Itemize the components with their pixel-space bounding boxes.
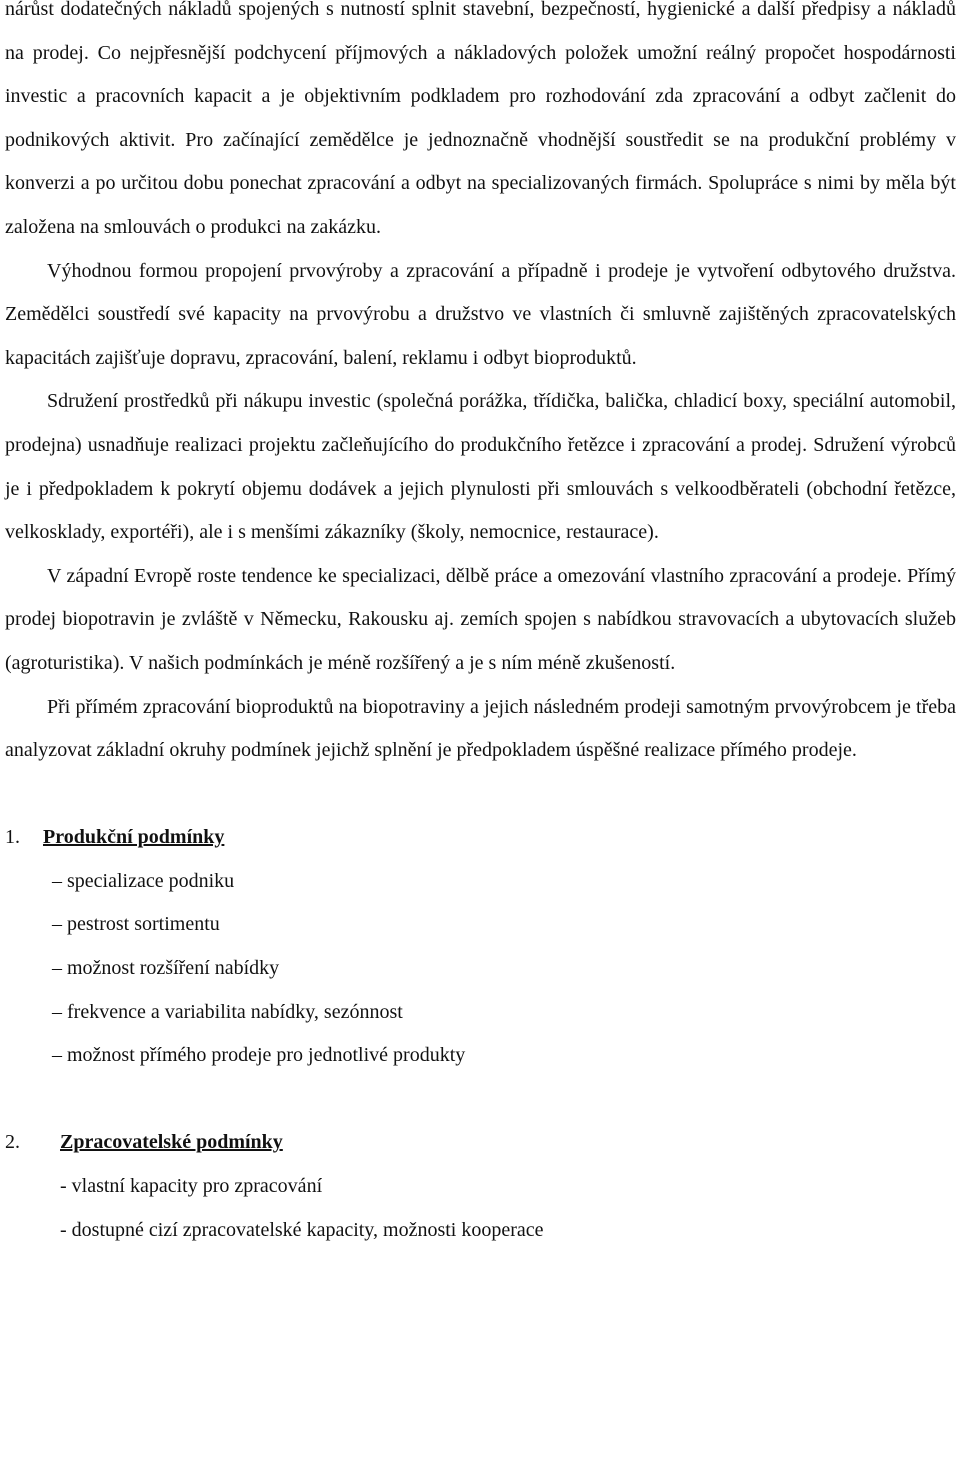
condition-list	[5, 1165, 956, 1252]
section-number: 1.	[5, 826, 20, 849]
list-item: – specializace podniku	[52, 869, 235, 892]
list-item: – možnost rozšíření nabídky	[52, 957, 280, 980]
list-item: – frekvence a variabilita nabídky, sezónnost	[52, 1000, 403, 1023]
section-number: 2.	[5, 1131, 20, 1154]
list-item: - dostupné cizí zpracovatelské kapacity, možnosti kooperace	[60, 1218, 544, 1241]
blank-line	[5, 773, 956, 817]
paragraph: V západní Evropě roste tendence ke specializaci, dělbě práce a omezování vlastního zpracování a prodeje. Přímý prodej biopotravin je zvláště v Německu, Rakousku aj. zemích spojen s nabídkou stravovacích a ubytovacích služeb (agroturistika). V našich podmínkách je méně rozšířený a je s ním méně zkušeností.	[5, 564, 956, 674]
paragraph: nárůst dodatečných nákladů spojených s nutností splnit stavební, bezpečností, hygienické a další předpisy a nákladů na prodej. Co nejpřesnější podchycení příjmových a nákladových položek umožní reálný propočet hospodárnosti investic a pracovních kapacit a je objektivním podkladem pro rozhodování zda zpracování a odbyt začlenit do podnikových aktivit. Pro začínající zemědělce je jednoznačně vhodnější soustředit se na produkční problémy v konverzi a po určitou dobu ponechat zpracování a odbyt na specializovaných firmách. Spolupráce s nimi by měla být založena na smlouvách o produkci na zakázku.	[5, 0, 956, 238]
section-processing-conditions	[5, 1121, 956, 1252]
section-heading	[5, 816, 956, 860]
section-production-conditions	[5, 816, 956, 1078]
section-title: Zpracovatelské podmínky	[60, 1131, 283, 1154]
section-heading	[5, 1121, 956, 1165]
list-item: - vlastní kapacity pro zpracování	[60, 1175, 323, 1198]
section-title: Produkční podmínky	[43, 826, 225, 849]
list-item: – pestrost sortimentu	[52, 913, 220, 936]
paragraph: Sdružení prostředků při nákupu investic (společná porážka, třídička, balička, chladicí boxy, speciální automobil, prodejna) usnadňuje realizaci projektu začleňujícího do produkčního řetězce i zpracování a prodej. Sdružení výrobců je i předpokladem k pokrytí objemu dodávek a jejich plynulosti při smlouvách s velkoodběrateli (obchodní řetězce, velkosklady, exportéři), ale i s menšími zákazníky (školy, nemocnice, restaurace).	[5, 390, 956, 544]
condition-list	[5, 860, 956, 1078]
paragraph: Při přímém zpracování bioproduktů na biopotraviny a jejich následném prodeji samotným prvovýrobcem je třeba analyzovat základní okruhy podmínek jejichž splnění je předpokladem úspěšné realizace přímého prodeje.	[5, 695, 956, 762]
list-item: – možnost přímého prodeje pro jednotlivé produkty	[52, 1044, 466, 1067]
blank-line	[5, 1078, 956, 1122]
paragraph: Výhodnou formou propojení prvovýroby a zpracování a případně i prodeje je vytvoření odbytového družstva. Zemědělci soustředí své kapacity na prvovýrobu a družstvo ve vlastních či smluvně zajištěných zpracovatelských kapacitách zajišťuje dopravu, zpracování, balení, reklamu i odbyt bioproduktů.	[5, 259, 956, 369]
